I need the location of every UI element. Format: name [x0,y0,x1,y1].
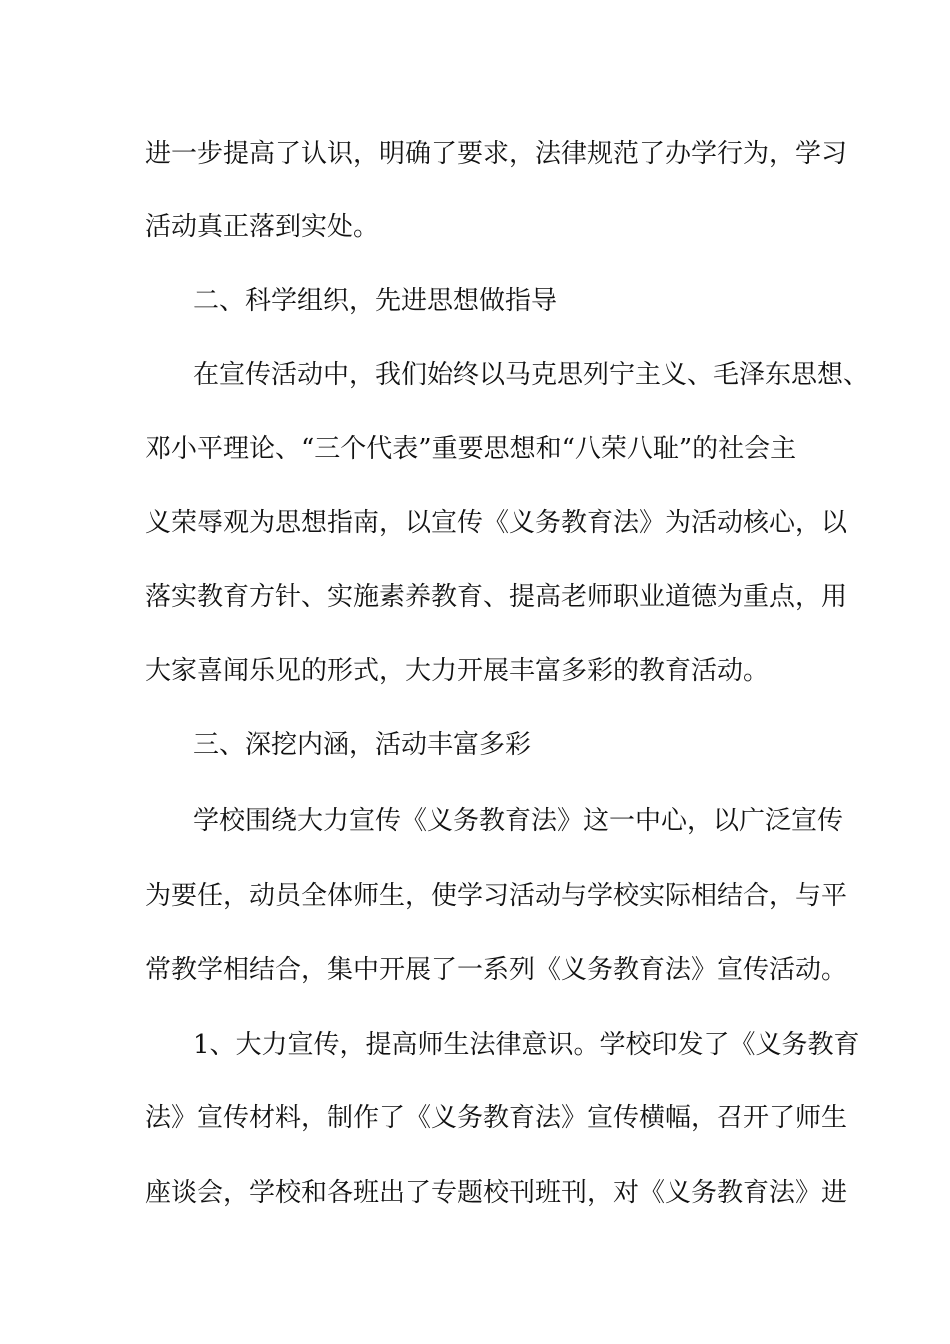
paragraph-line: 落实教育方针、实施素养教育、提高老师职业道德为重点，用 [145,582,848,612]
section-heading: 三、深挖内涵，活动丰富多彩 [193,730,532,760]
paragraph-line: 在宣传活动中，我们始终以马克思列宁主义、毛泽东思想、 [193,360,870,390]
paragraph-line: 义荣辱观为思想指南，以宣传《义务教育法》为活动核心，以 [145,508,848,538]
paragraph-line: 1、大力宣传，提高师生法律意识。学校印发了《义务教育 [193,1030,860,1060]
paragraph-line: 大家喜闻乐见的形式，大力开展丰富多彩的教育活动。 [145,656,770,686]
paragraph-line: 座谈会，学校和各班出了专题校刊班刊，对《义务教育法》进 [145,1178,848,1208]
paragraph-line: 进一步提高了认识，明确了要求，法律规范了办学行为，学习 [145,139,848,169]
paragraph-line: 为要任，动员全体师生，使学习活动与学校实际相结合，与平 [145,881,848,911]
paragraph-line: 常教学相结合，集中开展了一系列《义务教育法》宣传活动。 [145,955,848,985]
section-heading: 二、科学组织，先进思想做指导 [193,286,558,316]
paragraph-line: 学校围绕大力宣传《义务教育法》这一中心，以广泛宣传 [193,806,844,836]
paragraph-line: 法》宣传材料，制作了《义务教育法》宣传横幅，召开了师生 [145,1103,848,1133]
paragraph-line: 活动真正落到实处。 [145,212,380,242]
paragraph-line: 邓小平理论、“三个代表”重要思想和“八荣八耻”的社会主 [145,434,797,464]
